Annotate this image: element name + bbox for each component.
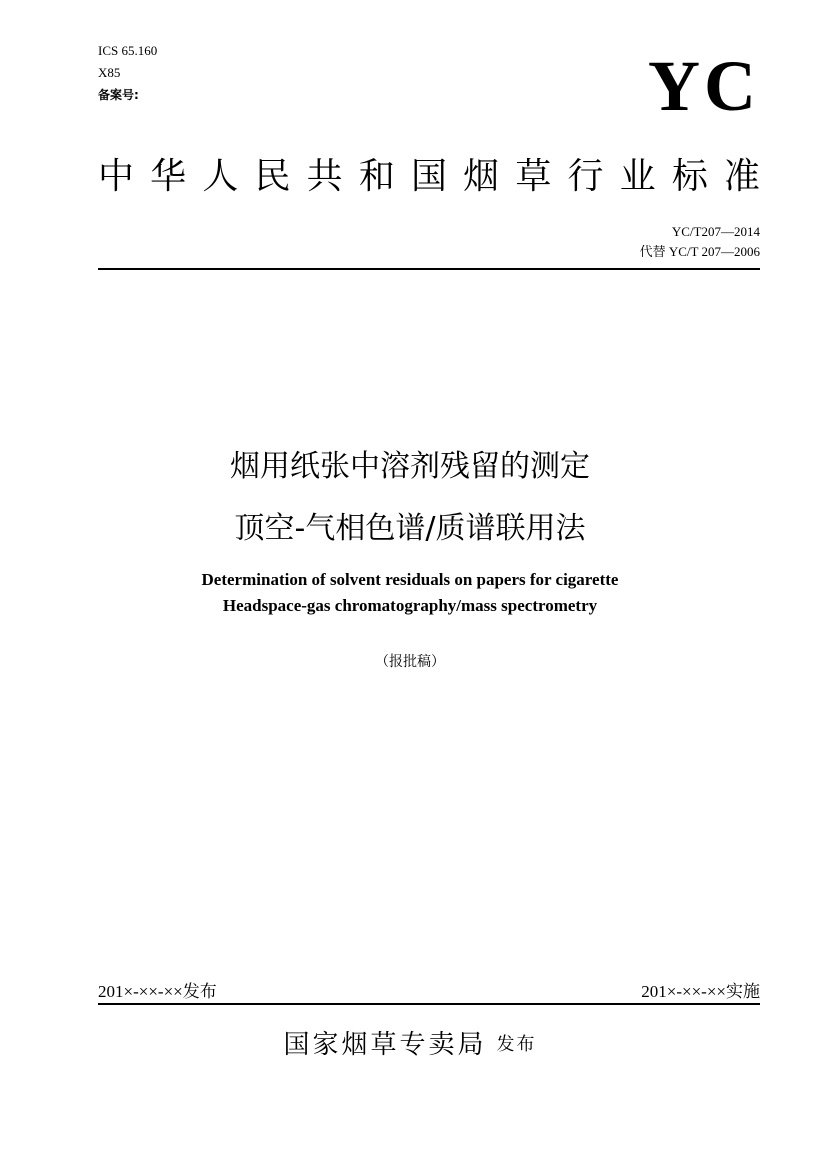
document-title-en-line1: Determination of solvent residuals on papers for cigarette [201,570,619,589]
record-number-label: 备案号: [98,88,139,102]
issue-date: 201×-××-××发布 [98,982,217,1001]
classification-block [98,40,157,106]
footer-divider [98,1003,760,1005]
implementation-date: 201×-××-××实施 [641,982,760,1001]
header-divider [98,268,760,270]
document-title-zh-line1: 烟用纸张中溶剂残留的测定 [230,449,590,484]
document-title-zh-line2: 顶空-气相色谱/质谱联用法 [234,511,586,546]
publisher-line [0,1024,820,1061]
document-title-en-line2: Headspace-gas chromatography/mass spectrometry [222,596,598,615]
publish-action: 发布 [496,1033,537,1055]
standard-code: YC/T207—2014 [671,224,760,239]
standard-title: 中华人民共和国烟草行业标准 [98,156,760,197]
classification-code: X85 [98,65,121,80]
draft-status: （报批稿） [375,654,445,670]
replaces-code: 代替 YC/T 207—2006 [639,244,760,259]
publisher-name: 国家烟草专卖局 [283,1030,487,1060]
standard-codes [640,222,760,262]
ics-code: ICS 65.160 [98,43,158,58]
yc-logo: YC [648,46,760,126]
